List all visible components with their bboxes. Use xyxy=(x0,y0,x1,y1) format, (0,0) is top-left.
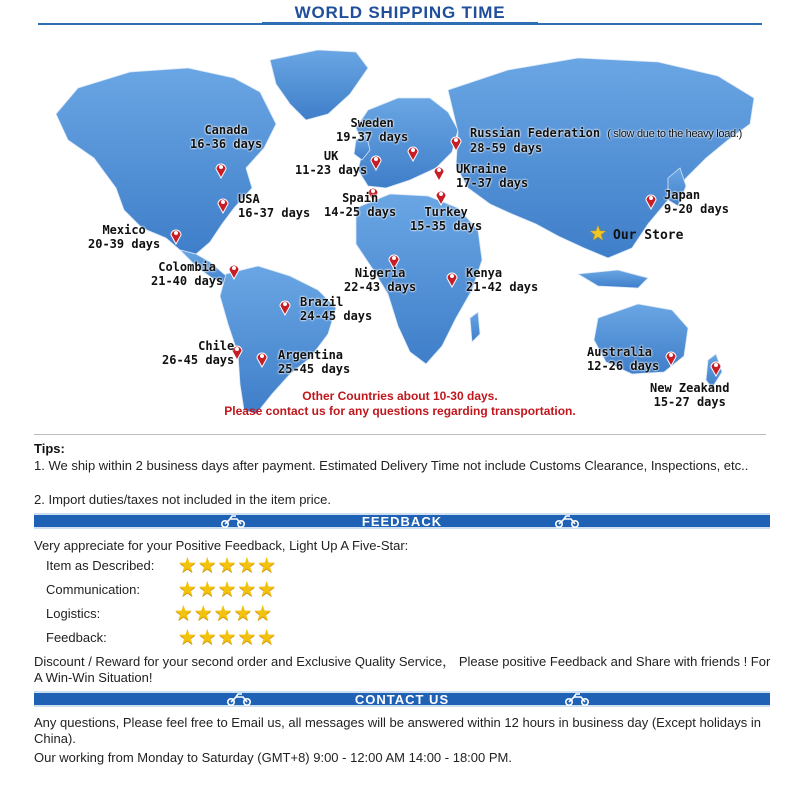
label-brazil xyxy=(300,295,372,323)
country-name: Russian Federation xyxy=(470,126,601,140)
country-name: Chile xyxy=(198,339,235,353)
shipping-days: 15-35 days xyxy=(410,219,483,233)
five-star-rating-icon: ★★★★★ xyxy=(178,626,278,649)
shipping-days: 9-20 days xyxy=(664,202,730,216)
rating-label-communication: Communication: xyxy=(46,582,140,597)
country-note: ( slow due to the heavy load.) xyxy=(607,128,742,140)
section-divider xyxy=(34,434,766,435)
shipping-days: 12-26 days xyxy=(587,359,660,373)
country-name: Argentina xyxy=(278,348,344,362)
label-canada xyxy=(190,123,262,151)
feedback-banner xyxy=(34,513,770,529)
contact-line-1: Any questions, Please feel free to Email us, all messages will be answered within 12 hours in business day (Except holidays in China). xyxy=(34,715,761,746)
feedback-intro: Very appreciate for your Positive Feedback, Light Up A Five-Star: xyxy=(34,538,409,553)
contact-banner xyxy=(34,691,770,707)
contact-transport-note: Please contact us for any questions regarding transportation. xyxy=(224,404,576,418)
shipping-days: 14-25 days xyxy=(324,205,397,219)
contact-line-2: Our working from Monday to Saturday (GMT+8) 9:00 - 12:00 AM 14:00 - 18:00 PM. xyxy=(34,750,512,765)
country-name: UKraine xyxy=(456,162,507,176)
five-star-rating-icon: ★★★★★ xyxy=(178,554,278,577)
pin-icon-russia xyxy=(449,134,463,152)
shipping-days: 24-45 days xyxy=(300,309,373,323)
label-nigeria xyxy=(344,266,416,294)
label-spain xyxy=(324,191,396,219)
country-name: Kenya xyxy=(466,266,503,280)
country-name: USA xyxy=(238,192,260,206)
shipping-days: 28-59 days xyxy=(470,141,543,155)
label-russia xyxy=(470,126,742,155)
pin-icon-uk xyxy=(369,153,383,171)
label-colombia xyxy=(151,260,223,288)
label-australia xyxy=(587,345,659,373)
other-countries-note: Other Countries about 10-30 days. xyxy=(302,389,498,403)
world-map xyxy=(38,28,762,432)
tip-line-1: 1. We ship within 2 business days after payment. Estimated Delivery Time not include Customs Clearance, Inspections, etc.. xyxy=(34,458,749,473)
country-name: Turkey xyxy=(424,205,468,219)
label-mexico xyxy=(88,223,160,251)
label-ukraine xyxy=(456,162,528,190)
pin-icon-canada xyxy=(214,161,228,179)
pin-icon-ukraine xyxy=(432,164,446,182)
pin-icon-kenya xyxy=(445,270,459,288)
label-turkey xyxy=(410,205,482,233)
pin-icon-brazil xyxy=(278,298,292,316)
five-star-rating-icon: ★★★★★ xyxy=(174,602,274,625)
country-name: Spain xyxy=(342,191,379,205)
shipping-days: 21-42 days xyxy=(466,280,539,294)
pin-icon-mexico xyxy=(169,227,183,245)
label-argentina xyxy=(278,348,350,376)
shipping-days: 26-45 days xyxy=(162,353,235,367)
tips-title: Tips: xyxy=(34,441,65,456)
pin-icon-argentina xyxy=(255,350,269,368)
pin-icon-australia xyxy=(664,349,678,367)
landmass-madagascar xyxy=(470,312,480,342)
landmass-greenland xyxy=(270,50,368,120)
shipping-days: 17-37 days xyxy=(456,176,529,190)
country-name: UK xyxy=(323,149,339,163)
shipping-days: 16-36 days xyxy=(190,137,263,151)
title-box xyxy=(262,1,538,25)
country-name: Australia xyxy=(587,345,653,359)
label-chile xyxy=(162,339,234,367)
motorcycle-icon xyxy=(564,692,590,706)
country-name: Brazil xyxy=(300,295,344,309)
country-name: Mexico xyxy=(102,223,146,237)
landmass-indonesia xyxy=(578,270,648,288)
rating-label-item-described: Item as Described: xyxy=(46,558,155,573)
country-name: New Zeakand xyxy=(650,381,730,395)
pin-icon-turkey xyxy=(434,188,448,206)
country-name: Sweden xyxy=(350,116,394,130)
label-kenya xyxy=(466,266,538,294)
country-name: Japan xyxy=(664,188,701,202)
page-title: WORLD SHIPPING TIME xyxy=(294,3,506,22)
shipping-days: 15-27 days xyxy=(653,395,726,409)
label-usa xyxy=(238,192,310,220)
contact-heading: CONTACT US xyxy=(354,692,450,707)
pin-icon-usa xyxy=(216,196,230,214)
shipping-days: 16-37 days xyxy=(238,206,311,220)
shipping-days: 25-45 days xyxy=(278,362,351,376)
five-star-rating-icon: ★★★★★ xyxy=(178,578,278,601)
label-japan xyxy=(664,188,729,216)
motorcycle-icon xyxy=(554,514,580,528)
country-name: Canada xyxy=(204,123,248,137)
store-label: Our Store xyxy=(613,228,684,243)
feedback-heading: FEEDBACK xyxy=(361,514,443,529)
pin-icon-new-zealand xyxy=(709,359,723,377)
title-bar xyxy=(0,0,800,30)
shipping-days: 20-39 days xyxy=(88,237,161,251)
shipping-days: 11-23 days xyxy=(295,163,368,177)
pin-icon-sweden xyxy=(406,144,420,162)
rating-label-logistics: Logistics: xyxy=(46,606,101,621)
country-name: Colombia xyxy=(158,260,217,274)
rating-label-feedback: Feedback: xyxy=(46,630,107,645)
shipping-days: 21-40 days xyxy=(151,274,224,288)
label-uk xyxy=(295,149,367,177)
reward-text: Discount / Reward for your second order and Exclusive Quality Service， Please positive Feedback and Share with friends ! For A Win-Win Situation! xyxy=(34,654,771,685)
shipping-days: 19-37 days xyxy=(336,130,409,144)
pin-icon-japan xyxy=(644,192,658,210)
pin-icon-colombia xyxy=(227,262,241,280)
tip-line-2: 2. Import duties/taxes not included in the item price. xyxy=(34,492,331,507)
store-star-icon: ★ xyxy=(589,223,607,245)
shipping-days: 22-43 days xyxy=(344,280,417,294)
country-name: Nigeria xyxy=(354,266,406,280)
label-sweden xyxy=(336,116,408,144)
